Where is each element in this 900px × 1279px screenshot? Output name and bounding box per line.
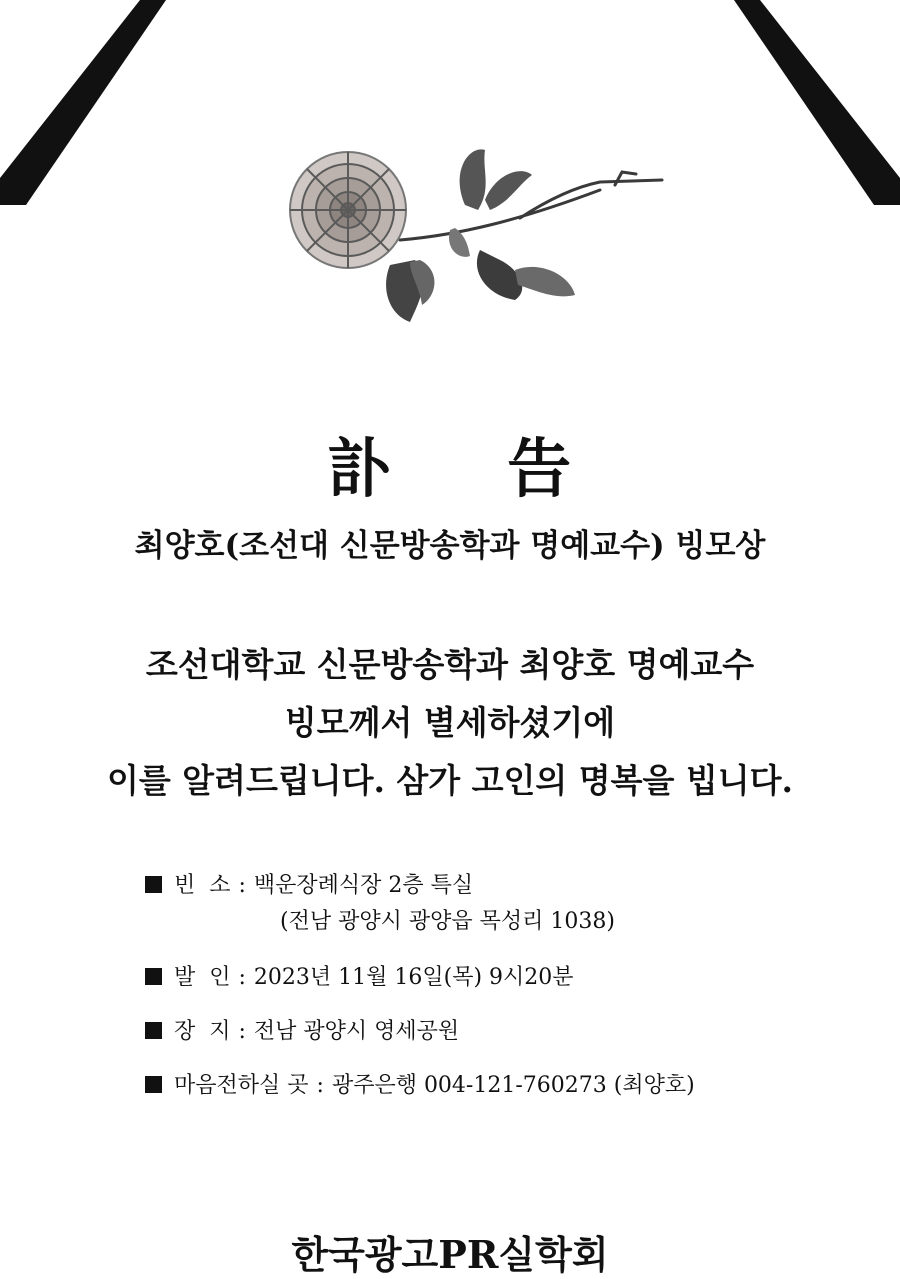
body-line: 이를 알려드립니다. 삼가 고인의 명복을 빕니다. bbox=[106, 761, 794, 800]
detail-label: 발 인 bbox=[174, 965, 231, 990]
square-bullet-icon bbox=[145, 1076, 162, 1093]
detail-separator: : bbox=[316, 1073, 324, 1098]
announcement-body bbox=[0, 644, 900, 818]
detail-separator: : bbox=[238, 965, 246, 990]
detail-value: 광주은행 004-121-760273 (최양호) bbox=[331, 1073, 695, 1098]
square-bullet-icon bbox=[145, 876, 162, 893]
detail-value: 2023년 11월 16일(목) 9시20분 bbox=[253, 965, 574, 990]
detail-jangji bbox=[145, 1014, 695, 1068]
detail-separator: : bbox=[238, 873, 246, 898]
mourning-ribbon-left-icon bbox=[0, 0, 170, 215]
subtitle: 최양호(조선대 신문방송학과 명예교수) 빙모상 bbox=[134, 528, 766, 564]
detail-value: 전남 광양시 영세공원 bbox=[253, 1019, 460, 1044]
chrysanthemum-bloom bbox=[290, 152, 406, 268]
chrysanthemum-icon bbox=[270, 110, 670, 340]
page-title: 訃 告 bbox=[326, 432, 574, 507]
detail-binso-address bbox=[145, 904, 695, 960]
organization-name: 한국광고PR실학회 bbox=[291, 1232, 609, 1277]
square-bullet-icon bbox=[145, 968, 162, 985]
detail-binso bbox=[145, 868, 695, 904]
body-line: 조선대학교 신문방송학과 최양호 명예교수 bbox=[145, 645, 755, 684]
detail-address: (전남 광양시 광양읍 목성리 1038) bbox=[280, 909, 615, 934]
detail-value: 백운장례식장 2층 특실 bbox=[253, 873, 474, 898]
body-line: 빙모께서 별세하셨기에 bbox=[284, 703, 616, 742]
detail-label: 마음전하실 곳 bbox=[174, 1073, 309, 1098]
detail-separator: : bbox=[238, 1019, 246, 1044]
details-list bbox=[145, 868, 695, 1122]
mourning-ribbon-right-icon bbox=[730, 0, 900, 215]
detail-balin bbox=[145, 960, 695, 1014]
detail-label: 빈 소 bbox=[174, 873, 231, 898]
detail-label: 장 지 bbox=[174, 1019, 231, 1044]
square-bullet-icon bbox=[145, 1022, 162, 1039]
detail-account bbox=[145, 1068, 695, 1122]
